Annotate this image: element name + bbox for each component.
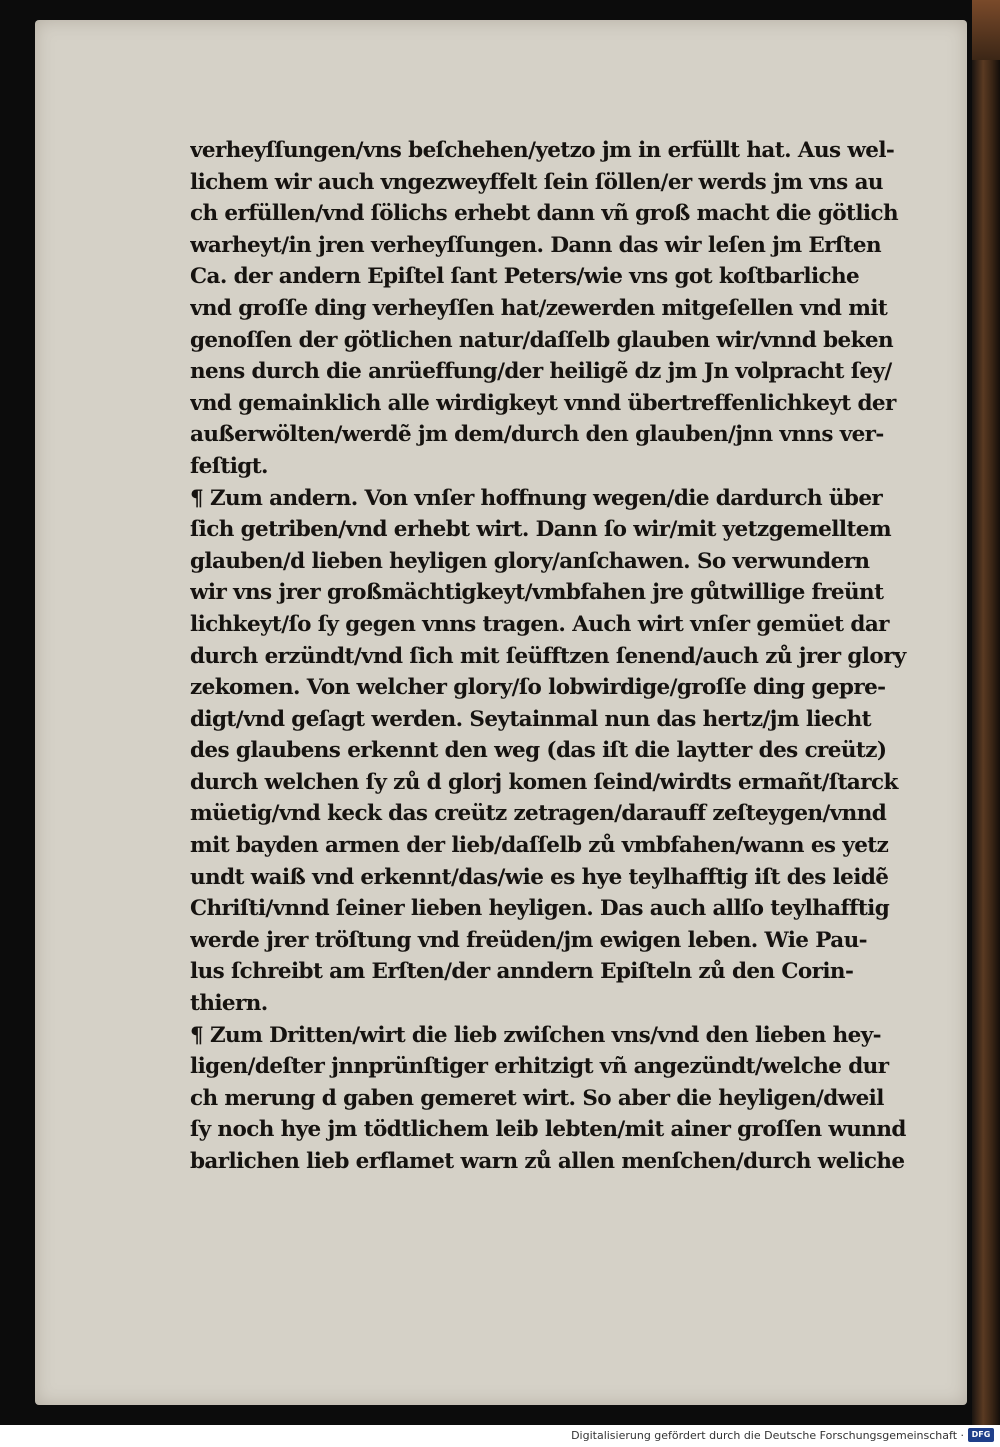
text-line: zekomen. Von welcher glory/ſo lobwirdige/groſſe ding gepre- [190, 675, 886, 701]
text-line: Chriſti/vnnd ſeiner lieben heyligen. Das auch allſo teylhafftig [190, 896, 890, 922]
text-line: ch erfüllen/vnd ſölichs erhebt dann vñ groß macht die götlich [190, 201, 899, 227]
text-line: verheyſſungen/vns beſchehen/yetzo jm in erfüllt hat. Aus wel- [190, 138, 895, 163]
text-line: digt/vnd geſagt werden. Seytainmal nun das hertz/jm liecht [190, 706, 871, 732]
dfg-logo-icon: DFG [968, 1428, 994, 1442]
text-line: wir vns jrer großmächtigkeyt/vmbfahen jre gůtwillige freünt [190, 580, 884, 606]
text-line: durch erzündt/vnd ſich mit ſeüfftzen ſenend/auch zů jrer glory [190, 643, 906, 669]
text-line: ligen/deſter jnnprünſtiger erhitzigt vñ angezündt/welche dur [190, 1054, 889, 1080]
text-line: müetig/vnd keck das creütz zetragen/darauff zeſteygen/vnnd [190, 801, 887, 827]
text-line: lichem wir auch vngezweyffelt ſein ſöllen/er werds jm vns au [190, 169, 883, 195]
text-line: Ca. der andern Epiſtel ſant Peters/wie vns got koſtbarliche [190, 264, 860, 290]
text-line: vnd groſſe ding verheyſſen hat/zewerden mitgeſellen vnd mit [190, 295, 888, 321]
book-spine-top [972, 0, 1000, 60]
text-line: des glaubens erkennt den weg (das iſt die laytter des creütz) [190, 738, 887, 764]
text-line: glauben/d lieben heyligen glory/anſchawen. So verwundern [190, 548, 870, 574]
text-line: vnd gemainklich alle wirdigkeyt vnnd übertreffenlichkeyt der [190, 390, 896, 416]
footer-bar [0, 1425, 1000, 1447]
text-line: nens durch die anrüeffung/der heiligẽ dz jm Jn volpracht ſey/ [190, 359, 892, 385]
text-line: lus ſchreibt am Erſten/der anndern Epiſteln zů den Corin- [190, 959, 854, 985]
text-line: ſy noch hye jm tödtlichem leib lebten/mit ainer groſſen wunnd [190, 1117, 906, 1143]
digitization-credit: Digitalisierung gefördert durch die Deutsche Forschungsgemeinschaft · [571, 1429, 964, 1442]
text-line: ¶ Zum Dritten/wirt die lieb zwiſchen vns/vnd den lieben hey- [190, 1022, 881, 1048]
page-text-block [190, 135, 925, 1178]
text-line: durch welchen ſy zů d glorj komen ſeind/wirdts ermañt/ſtarck [190, 769, 898, 795]
text-line: ſich getriben/vnd erhebt wirt. Dann ſo wir/mit yetzgemelltem [190, 517, 892, 543]
text-line: feſtigt. [190, 453, 268, 479]
text-line: außerwölten/werdẽ jm dem/durch den glauben/jnn vnns ver- [190, 422, 884, 448]
text-line: werde jrer tröſtung vnd freüden/jm ewigen leben. Wie Pau- [190, 927, 867, 953]
text-line: barlichen lieb erflamet warn zů allen menſchen/durch weliche [190, 1149, 905, 1174]
text-line: lichkeyt/ſo ſy gegen vnns tragen. Auch wirt vnſer gemüet dar [190, 611, 889, 637]
book-spine [972, 0, 1000, 1425]
text-line: ch merung d gaben gemeret wirt. So aber die heyligen/dweil [190, 1085, 884, 1111]
text-line: thiern. [190, 991, 268, 1017]
text-line: warheyt/in jren verheyſſungen. Dann das wir leſen jm Erſten [190, 232, 881, 258]
text-line: undt waiß vnd erkennt/das/wie es hye teylhafftig iſt des leidẽ [190, 864, 889, 890]
text-line: ¶ Zum andern. Von vnſer hoffnung wegen/die dardurch über [190, 485, 883, 511]
text-line: genoſſen der götlichen natur/daſſelb glauben wir/vnnd beken [190, 327, 894, 353]
text-line: mit bayden armen der lieb/daſſelb zů vmbfahen/wann es yetz [190, 833, 889, 859]
